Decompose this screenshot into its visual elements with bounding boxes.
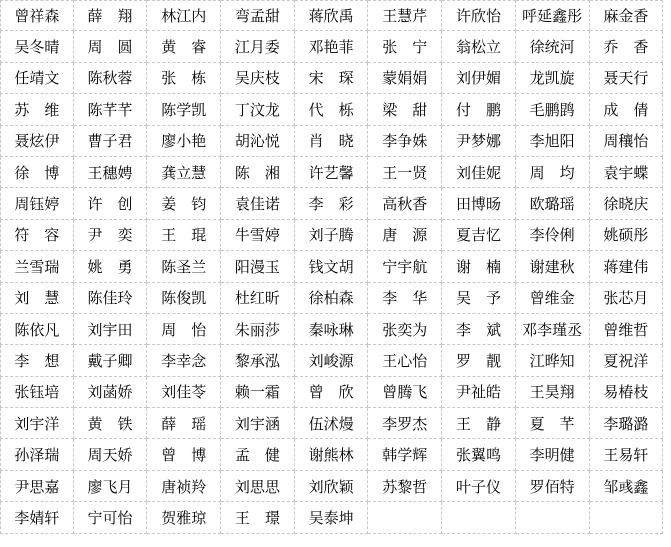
- name-cell: 易椿枝: [590, 377, 664, 408]
- name-cell: 陈芊芊: [74, 94, 148, 125]
- name-cell: 徐柏森: [295, 283, 369, 314]
- name-cell: 尹 奕: [74, 220, 148, 251]
- name-cell: 周 怡: [147, 314, 221, 345]
- name-cell: 毛鹏鹍: [516, 94, 590, 125]
- name-cell: 苏 维: [0, 94, 74, 125]
- name-cell: 李争姝: [368, 126, 442, 157]
- name-cell: 孙泽瑞: [0, 439, 74, 470]
- name-cell: 贺雅琼: [147, 502, 221, 533]
- name-cell: 呼延鑫彤: [516, 0, 590, 31]
- name-cell: 徐统河: [516, 31, 590, 62]
- name-cell: 张 宁: [368, 31, 442, 62]
- name-cell: 刘思思: [221, 471, 295, 502]
- name-cell: 陈学凯: [147, 94, 221, 125]
- name-cell: 黄 铁: [74, 408, 148, 439]
- name-cell: 宋 琛: [295, 63, 369, 94]
- name-cell: 刘伊媚: [442, 63, 516, 94]
- name-cell: 麻金香: [590, 0, 664, 31]
- name-cell: 邓李瑾丞: [516, 314, 590, 345]
- name-cell: 代 栎: [295, 94, 369, 125]
- name-cell: 廖小艳: [147, 126, 221, 157]
- name-cell: 黄 睿: [147, 31, 221, 62]
- name-cell: 聂天行: [590, 63, 664, 94]
- name-cell: 徐 博: [0, 157, 74, 188]
- name-cell: 王 璟: [221, 502, 295, 533]
- name-cell: 苏黎哲: [368, 471, 442, 502]
- name-cell: 尹思嘉: [0, 471, 74, 502]
- name-cell: 翁松立: [442, 31, 516, 62]
- name-cell: 赖一霜: [221, 377, 295, 408]
- name-cell: 胡沁悦: [221, 126, 295, 157]
- name-cell: 夏吉忆: [442, 220, 516, 251]
- name-cell: 张翼鸣: [442, 439, 516, 470]
- name-cell: 曾 博: [147, 439, 221, 470]
- name-cell: 龙凯旋: [516, 63, 590, 94]
- name-cell: 吴冬晴: [0, 31, 74, 62]
- name-cell: 王昊翔: [516, 377, 590, 408]
- name-cell: 叶子仪: [442, 471, 516, 502]
- name-cell: 刘子腾: [295, 220, 369, 251]
- name-cell: 龚立慧: [147, 157, 221, 188]
- name-cell: 王一贤: [368, 157, 442, 188]
- name-cell: 肖 晓: [295, 126, 369, 157]
- name-cell: 欧璐瑶: [516, 188, 590, 219]
- name-cell: 刘菡娇: [74, 377, 148, 408]
- name-cell: 韩学辉: [368, 439, 442, 470]
- name-cell: 曾祥森: [0, 0, 74, 31]
- name-cell: 钱文胡: [295, 251, 369, 282]
- name-cell: 王穗娉: [74, 157, 148, 188]
- name-cell: 廖飞月: [74, 471, 148, 502]
- name-cell: 阳漫玉: [221, 251, 295, 282]
- name-cell: 聂炫伊: [0, 126, 74, 157]
- name-cell: 刘佳妮: [442, 157, 516, 188]
- name-cell: 陈 湘: [221, 157, 295, 188]
- empty-cell: [590, 502, 664, 533]
- name-cell: 黎承泓: [221, 345, 295, 376]
- name-cell: 许艺馨: [295, 157, 369, 188]
- name-cell: 符 容: [0, 220, 74, 251]
- name-cell: 刘 慧: [0, 283, 74, 314]
- name-cell: 姚硕彤: [590, 220, 664, 251]
- name-cell: 江晔知: [516, 345, 590, 376]
- name-cell: 吴泰坤: [295, 502, 369, 533]
- empty-cell: [516, 502, 590, 533]
- name-cell: 丁汶龙: [221, 94, 295, 125]
- name-cell: 牛雪婷: [221, 220, 295, 251]
- name-cell: 王易轩: [590, 439, 664, 470]
- name-cell: 李 想: [0, 345, 74, 376]
- name-cell: 宁宇航: [368, 251, 442, 282]
- name-cell: 邓艳菲: [295, 31, 369, 62]
- name-cell: 姜 钧: [147, 188, 221, 219]
- name-cell: 王 静: [442, 408, 516, 439]
- name-cell: 蒋欣禹: [295, 0, 369, 31]
- name-cell: 姚 勇: [74, 251, 148, 282]
- name-cell: 刘峻源: [295, 345, 369, 376]
- name-cell: 刘宇田: [74, 314, 148, 345]
- name-cell: 秦咏琳: [295, 314, 369, 345]
- name-cell: 徐晓庆: [590, 188, 664, 219]
- name-cell: 薛 翔: [74, 0, 148, 31]
- name-cell: 唐 源: [368, 220, 442, 251]
- name-cell: 曹子君: [74, 126, 148, 157]
- name-cell: 田博旸: [442, 188, 516, 219]
- name-cell: 周天娇: [74, 439, 148, 470]
- name-cell: 李璐潞: [590, 408, 664, 439]
- name-cell: 陈佳玲: [74, 283, 148, 314]
- name-cell: 曾维哲: [590, 314, 664, 345]
- name-cell: 李 斌: [442, 314, 516, 345]
- empty-cell: [442, 502, 516, 533]
- name-cell: 李伶俐: [516, 220, 590, 251]
- name-cell: 张钰培: [0, 377, 74, 408]
- name-cell: 曾腾飞: [368, 377, 442, 408]
- name-cell: 曾 欣: [295, 377, 369, 408]
- name-cell: 陈俊凯: [147, 283, 221, 314]
- name-cell: 尹祉皓: [442, 377, 516, 408]
- name-cell: 周 圆: [74, 31, 148, 62]
- name-cell: 付 鹏: [442, 94, 516, 125]
- name-cell: 戴子卿: [74, 345, 148, 376]
- name-cell: 薛 瑶: [147, 408, 221, 439]
- name-cell: 刘宇洋: [0, 408, 74, 439]
- name-cell: 成 倩: [590, 94, 664, 125]
- name-cell: 刘宇涵: [221, 408, 295, 439]
- name-cell: 周穰怡: [590, 126, 664, 157]
- name-cell: 张奕为: [368, 314, 442, 345]
- name-cell: 乔 香: [590, 31, 664, 62]
- name-cell: 兰雪瑞: [0, 251, 74, 282]
- name-cell: 李婧轩: [0, 502, 74, 533]
- name-cell: 陈圣兰: [147, 251, 221, 282]
- name-cell: 尹梦娜: [442, 126, 516, 157]
- name-cell: 谢 楠: [442, 251, 516, 282]
- name-cell: 朱丽莎: [221, 314, 295, 345]
- name-cell: 陈秋蓉: [74, 63, 148, 94]
- name-cell: 蒋建伟: [590, 251, 664, 282]
- name-cell: 梁 甜: [368, 94, 442, 125]
- name-cell: 袁宇蝶: [590, 157, 664, 188]
- name-cell: 夏祝洋: [590, 345, 664, 376]
- name-cell: 王 琨: [147, 220, 221, 251]
- name-cell: 吴 予: [442, 283, 516, 314]
- name-cell: 李罗杰: [368, 408, 442, 439]
- name-cell: 邹彧鑫: [590, 471, 664, 502]
- name-cell: 周 均: [516, 157, 590, 188]
- name-cell: 宁可怡: [74, 502, 148, 533]
- name-cell: 杜红昕: [221, 283, 295, 314]
- name-cell: 李明健: [516, 439, 590, 470]
- name-cell: 唐祯羚: [147, 471, 221, 502]
- name-cell: 袁佳诺: [221, 188, 295, 219]
- name-cell: 谢熊林: [295, 439, 369, 470]
- name-cell: 任靖文: [0, 63, 74, 94]
- name-cell: 李 彩: [295, 188, 369, 219]
- name-cell: 张芯月: [590, 283, 664, 314]
- name-cell: 李 华: [368, 283, 442, 314]
- name-cell: 伍沭熳: [295, 408, 369, 439]
- name-cell: 张 栋: [147, 63, 221, 94]
- name-cell: 周钰婷: [0, 188, 74, 219]
- name-cell: 吴庆枝: [221, 63, 295, 94]
- name-cell: 夏 芊: [516, 408, 590, 439]
- name-cell: 江月委: [221, 31, 295, 62]
- name-cell: 蒙娟娟: [368, 63, 442, 94]
- name-cell: 刘佳苓: [147, 377, 221, 408]
- empty-cell: [368, 502, 442, 533]
- name-cell: 罗 靓: [442, 345, 516, 376]
- name-cell: 许 创: [74, 188, 148, 219]
- name-cell: 王慧芹: [368, 0, 442, 31]
- name-cell: 弯孟甜: [221, 0, 295, 31]
- name-cell: 高秋香: [368, 188, 442, 219]
- name-cell: 曾维金: [516, 283, 590, 314]
- name-cell: 孟 健: [221, 439, 295, 470]
- name-cell: 罗佰特: [516, 471, 590, 502]
- name-cell: 王心怡: [368, 345, 442, 376]
- name-cell: 许欣怡: [442, 0, 516, 31]
- name-cell: 刘欣颖: [295, 471, 369, 502]
- name-cell: 谢建秋: [516, 251, 590, 282]
- name-cell: 林江内: [147, 0, 221, 31]
- name-cell: 李幸念: [147, 345, 221, 376]
- name-cell: 陈依凡: [0, 314, 74, 345]
- name-cell: 李旭阳: [516, 126, 590, 157]
